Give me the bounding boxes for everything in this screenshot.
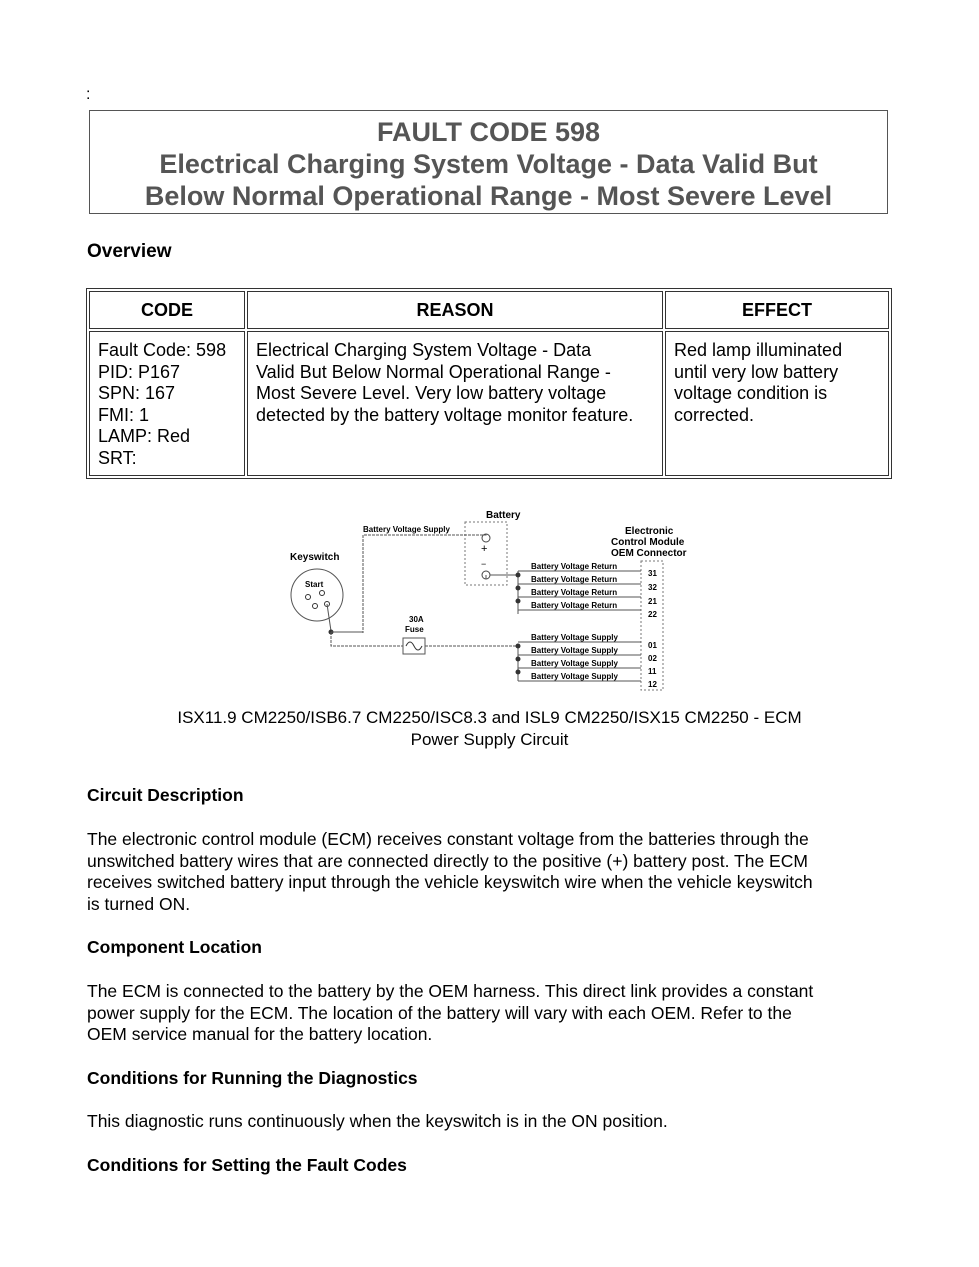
- keyswitch-contact: [313, 604, 318, 609]
- code-line: FMI: 1: [98, 404, 150, 425]
- cell-effect: [665, 331, 889, 476]
- effect-line: corrected.: [674, 404, 755, 425]
- running-diagnostics-heading: Conditions for Running the Diagnostics: [87, 1068, 418, 1088]
- effect-line: voltage condition is: [674, 383, 828, 403]
- keyswitch-contact: [306, 595, 311, 600]
- running-diagnostics-paragraph: [87, 1111, 897, 1133]
- wire-junction: [516, 586, 521, 591]
- pin-number: 32: [648, 583, 657, 592]
- ecm-label-line3: OEM Connector: [611, 548, 687, 559]
- header-effect: EFFECT: [665, 291, 889, 329]
- power-supply-circuit-diagram: [275, 505, 715, 705]
- fuse-symbol: [406, 642, 422, 650]
- paragraph-line: receives switched battery input through the vehicle keyswitch wire when the vehicle keyswitch: [87, 872, 813, 892]
- header-code: CODE: [89, 291, 245, 329]
- overview-table: [86, 288, 892, 479]
- keyswitch-label: Keyswitch: [290, 552, 340, 563]
- wire-junction: [516, 599, 521, 604]
- paragraph-line: OEM service manual for the battery location.: [87, 1024, 433, 1044]
- battery-minus-sign: −: [481, 559, 487, 569]
- reason-line: Valid But Below Normal Operational Range -: [256, 361, 611, 382]
- paragraph-line: power supply for the ECM. The location of the battery will vary with each OEM. Refer to the: [87, 1002, 792, 1023]
- fuse-label-amperage: 30A: [409, 615, 424, 624]
- keyswitch-icon: [291, 569, 343, 621]
- overview-heading: Overview: [87, 241, 172, 262]
- component-location-paragraph: [87, 981, 897, 1046]
- title-line-3: Below Normal Operational Range - Most Severe Level: [144, 181, 833, 211]
- supply-wire: [363, 534, 486, 633]
- paragraph-line: unswitched battery wires that are connected directly to the positive (+) battery post. The ECM: [87, 850, 808, 871]
- fuse-label: Fuse: [405, 625, 424, 634]
- battery-plus-sign: +: [481, 543, 488, 555]
- setting-fault-codes-heading: Conditions for Setting the Fault Codes: [87, 1155, 407, 1175]
- reason-line: Electrical Charging System Voltage - Data: [256, 340, 592, 360]
- supply-wire-label: Battery Voltage Supply: [531, 672, 618, 681]
- caption-line-2: Power Supply Circuit: [410, 730, 569, 749]
- circuit-description-heading: Circuit Description: [87, 785, 244, 805]
- return-wire-label: Battery Voltage Return: [531, 588, 618, 597]
- battery-voltage-supply-label: Battery Voltage Supply: [363, 525, 450, 534]
- title-line-1: FAULT CODE 598: [376, 117, 601, 147]
- supply-rows: [516, 633, 658, 689]
- pin-number: 22: [648, 610, 657, 619]
- circuit-svg: [275, 505, 715, 705]
- paragraph-line: The ECM is connected to the battery by the OEM harness. This direct link provides a constant: [87, 981, 814, 1001]
- reason-line: detected by the battery voltage monitor feature.: [256, 404, 634, 425]
- ecm-label-line1: Electronic: [625, 526, 674, 537]
- wire-junction: [516, 573, 521, 578]
- paragraph-line: The electronic control module (ECM) receives constant voltage from the batteries through the: [87, 829, 809, 849]
- keyswitch-contact: [320, 591, 325, 596]
- figure-caption: [100, 707, 879, 751]
- cell-code: [89, 331, 245, 476]
- code-line: LAMP: Red: [98, 426, 191, 446]
- component-location-heading: Component Location: [87, 937, 262, 957]
- title-box: [89, 110, 888, 214]
- battery-label: Battery: [486, 510, 521, 521]
- header-reason: REASON: [247, 291, 663, 329]
- return-wire-label: Battery Voltage Return: [531, 601, 618, 610]
- keyswitch-start-label: Start: [305, 580, 324, 589]
- wire-junction: [516, 657, 521, 662]
- code-line: SPN: 167: [98, 383, 176, 403]
- pin-number: 31: [648, 569, 657, 578]
- effect-line: Red lamp illuminated: [674, 340, 843, 360]
- paragraph-line: This diagnostic runs continuously when the keyswitch is in the ON position.: [87, 1111, 668, 1131]
- pin-number: 01: [648, 641, 657, 650]
- pin-number: 11: [648, 667, 657, 676]
- pin-number: 02: [648, 654, 657, 663]
- wire-junction: [516, 670, 521, 675]
- effect-line: until very low battery: [674, 361, 839, 382]
- cell-reason: [247, 331, 663, 476]
- reason-line: Most Severe Level. Very low battery voltage: [256, 383, 607, 403]
- supply-wire-label: Battery Voltage Supply: [531, 646, 618, 655]
- wire-junction: [516, 644, 521, 649]
- pin-number: 12: [648, 680, 657, 689]
- supply-wire-label: Battery Voltage Supply: [531, 659, 618, 668]
- supply-wire-label: Battery Voltage Supply: [531, 633, 618, 642]
- paragraph-line: is turned ON.: [87, 893, 191, 914]
- code-line: SRT:: [98, 447, 137, 468]
- circuit-description-paragraph: [87, 829, 897, 915]
- ecm-label-line2: Control Module: [611, 537, 685, 548]
- keyswitch-fuse-wire: [331, 632, 403, 646]
- pin-number: 21: [648, 597, 657, 606]
- return-rows: [516, 562, 658, 619]
- caption-line-1: ISX11.9 CM2250/ISB6.7 CM2250/ISC8.3 and ISL9 CM2250/ISX15 CM2250 - ECM: [177, 708, 802, 727]
- return-wire-label: Battery Voltage Return: [531, 562, 618, 571]
- code-line: PID: P167: [98, 361, 181, 382]
- return-wire-label: Battery Voltage Return: [531, 575, 618, 584]
- page-colon: :: [86, 86, 91, 103]
- code-line: Fault Code: 598: [98, 340, 227, 360]
- title-line-2: Electrical Charging System Voltage - Data Valid But: [159, 149, 818, 179]
